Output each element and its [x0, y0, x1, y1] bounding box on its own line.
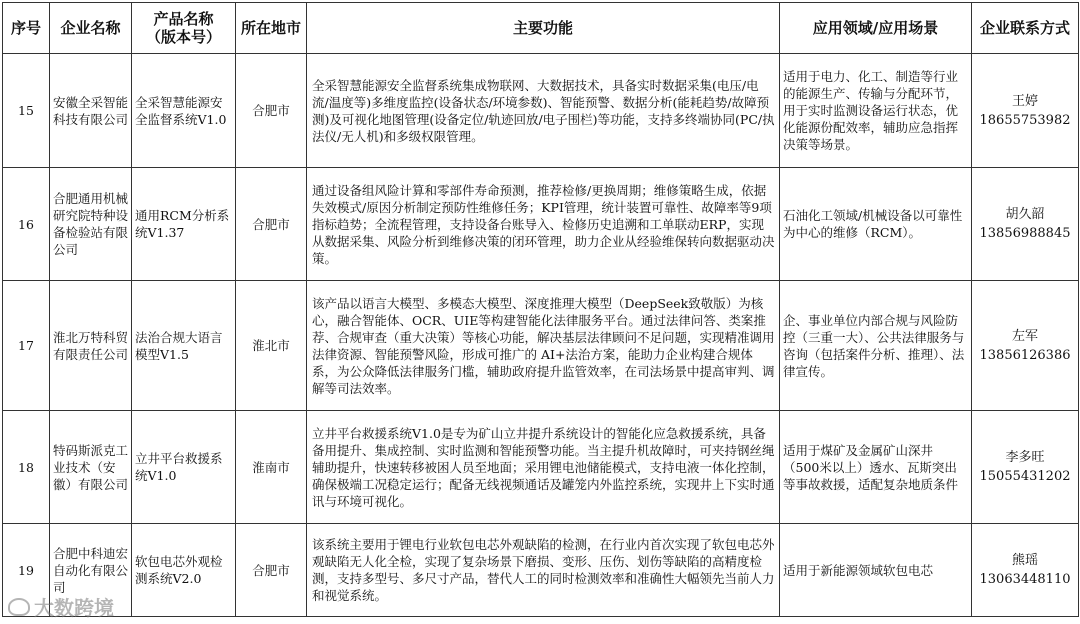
contact-name: 左军	[1011, 328, 1038, 344]
row-company: 淮北万特科贸有限责任公司	[50, 281, 132, 411]
header-location: 所在地市	[236, 3, 307, 54]
row-application: 企、事业单位内部合规与风险防控（三重一大）、公共法律服务与咨询（包括案件分析、推理）、法律宣传。	[780, 281, 972, 411]
row-company: 特码斯派克工业技术（安徽）有限公司	[50, 411, 132, 524]
row-location: 合肥市	[236, 524, 307, 617]
contact-phone: 15055431202	[979, 469, 1071, 484]
row-application: 石油化工领域/机械设备以可靠性为中心的维修（RCM）。	[780, 168, 972, 281]
row-company: 合肥中科迪宏自动化有限公司	[50, 524, 132, 617]
contact-name: 胡久韶	[1005, 207, 1045, 222]
table-row	[3, 168, 1079, 281]
row-product: 通用RCM分析系统V1.37	[132, 168, 236, 281]
row-function: 通过设备组风险计算和零部件寿命预测，推荐检修/更换周期；维修策略生成，依据失效模式/原因分析制定预防性维修任务；KPI管理，统计装置可靠性、故障率等9项指标趋势；全流程管理，支持设备台账导入、检修历史追溯和工单联动ERP，实现从数据采集、风险分析到维修决策的闭环管理，助力企业从经验维保转向数据驱动决策。	[307, 168, 780, 281]
row-function: 该产品以语言大模型、多模态大模型、深度推理大模型（DeepSeek致敬版）为核心，融合智能体、OCR、UIE等构建智能化法律服务平台。通过法律问答、类案推荐、合规审查（重大决策）等核心功能，解决基层法律顾问不足问题，实现精准调用法律资源、智能预警风险，形成可推广的 AI+法治方案，能助力企业构建合规体系，为公众降低法律服务门槛，辅助政府提升监管效率，在司法场景中提高审判、调解等司法效率。	[307, 281, 780, 411]
row-location: 合肥市	[236, 54, 307, 168]
row-contact	[972, 168, 1079, 281]
row-application: 适用于煤矿及金属矿山深井（500米以上）透水、瓦斯突出等事故救援，适配复杂地质条件	[780, 411, 972, 524]
contact-phone: 13063448110	[979, 572, 1071, 587]
watermark	[8, 592, 114, 621]
row-application: 适用于新能源领域软包电芯	[780, 524, 972, 617]
contact-phone: 13856988845	[979, 226, 1071, 241]
row-location: 淮南市	[236, 411, 307, 524]
row-seq: 16	[3, 168, 50, 281]
header-row	[3, 3, 1079, 54]
header-product-line1: 产品名称	[153, 10, 214, 28]
row-application: 适用于电力、化工、制造等行业的能源生产、传输与分配环节，用于实时监测设备运行状态，优化能源份配效率，辅助应急指挥决策等场景。	[780, 54, 972, 168]
row-seq: 19	[3, 524, 50, 617]
watermark-logo-icon	[8, 598, 30, 616]
table-row	[3, 411, 1079, 524]
row-company: 合肥通用机械研究院特种设备检验站有限公司	[50, 168, 132, 281]
row-company: 安徽全采智能科技有限公司	[50, 54, 132, 168]
header-application: 应用领域/应用场景	[780, 3, 972, 54]
row-seq: 15	[3, 54, 50, 168]
row-seq: 18	[3, 411, 50, 524]
row-product: 法治合规大语言模型V1.5	[132, 281, 236, 411]
table-row	[3, 54, 1079, 168]
table-row	[3, 524, 1079, 617]
contact-name: 李多旺	[1005, 450, 1045, 465]
row-contact	[972, 54, 1079, 168]
contact-phone: 13856126386	[979, 347, 1071, 363]
header-company: 企业名称	[50, 3, 132, 54]
row-function: 立井平台救援系统V1.0是专为矿山立井提升系统设计的智能化应急救援系统，具备备用提升、集成控制、实时监测和智能预警功能。当主提升机故障时，可夹持钢丝绳辅助提升，快速转移被困人员至地面；采用锂电池储能模式，支持电液一体化控制，确保极端工况稳定运行；配备无线视频通话及罐笼内外监控系统，实现井上下实时通讯与环境可视化。	[307, 411, 780, 524]
row-contact	[972, 411, 1079, 524]
product-table	[2, 2, 1079, 617]
watermark-text: 大数跨境	[34, 596, 114, 620]
contact-name: 王婷	[1011, 93, 1038, 109]
contact-name: 熊瑶	[1011, 553, 1038, 568]
row-product: 全采智慧能源安全监督系统V1.0	[132, 54, 236, 168]
row-function: 该系统主要用于锂电行业软包电芯外观缺陷的检测，在行业内首次实现了软包电芯外观缺陷无人化全检，实现了复杂场景下磨损、变形、压伤、划伤等缺陷的高精度检测，支持多型号、多尺寸产品，替代人工的同时检测效率和准确性大幅领先当前人力和视觉系统。	[307, 524, 780, 617]
row-function: 全采智慧能源安全监督系统集成物联网、大数据技术，具备实时数据采集(电压/电流/温度等)多维度监控(设备状态/环境参数)、智能预警、数据分析(能耗趋势/故障预测)及可视化地图管理(设备定位/轨迹回放/电子围栏)等功能，支持多终端协同(PC/执法仪/无人机)和多级权限管理。	[307, 54, 780, 168]
table-row	[3, 281, 1079, 411]
row-product: 立井平台救援系统V1.0	[132, 411, 236, 524]
row-location: 合肥市	[236, 168, 307, 281]
row-contact	[972, 524, 1079, 617]
header-function: 主要功能	[307, 3, 780, 54]
header-seq: 序号	[3, 3, 50, 54]
contact-phone: 18655753982	[979, 112, 1071, 128]
row-product: 软包电芯外观检测系统V2.0	[132, 524, 236, 617]
header-product-line2: （版本号）	[145, 28, 221, 46]
row-contact	[972, 281, 1079, 411]
row-location: 淮北市	[236, 281, 307, 411]
header-contact: 企业联系方式	[972, 3, 1079, 54]
row-seq: 17	[3, 281, 50, 411]
header-product	[132, 3, 236, 54]
